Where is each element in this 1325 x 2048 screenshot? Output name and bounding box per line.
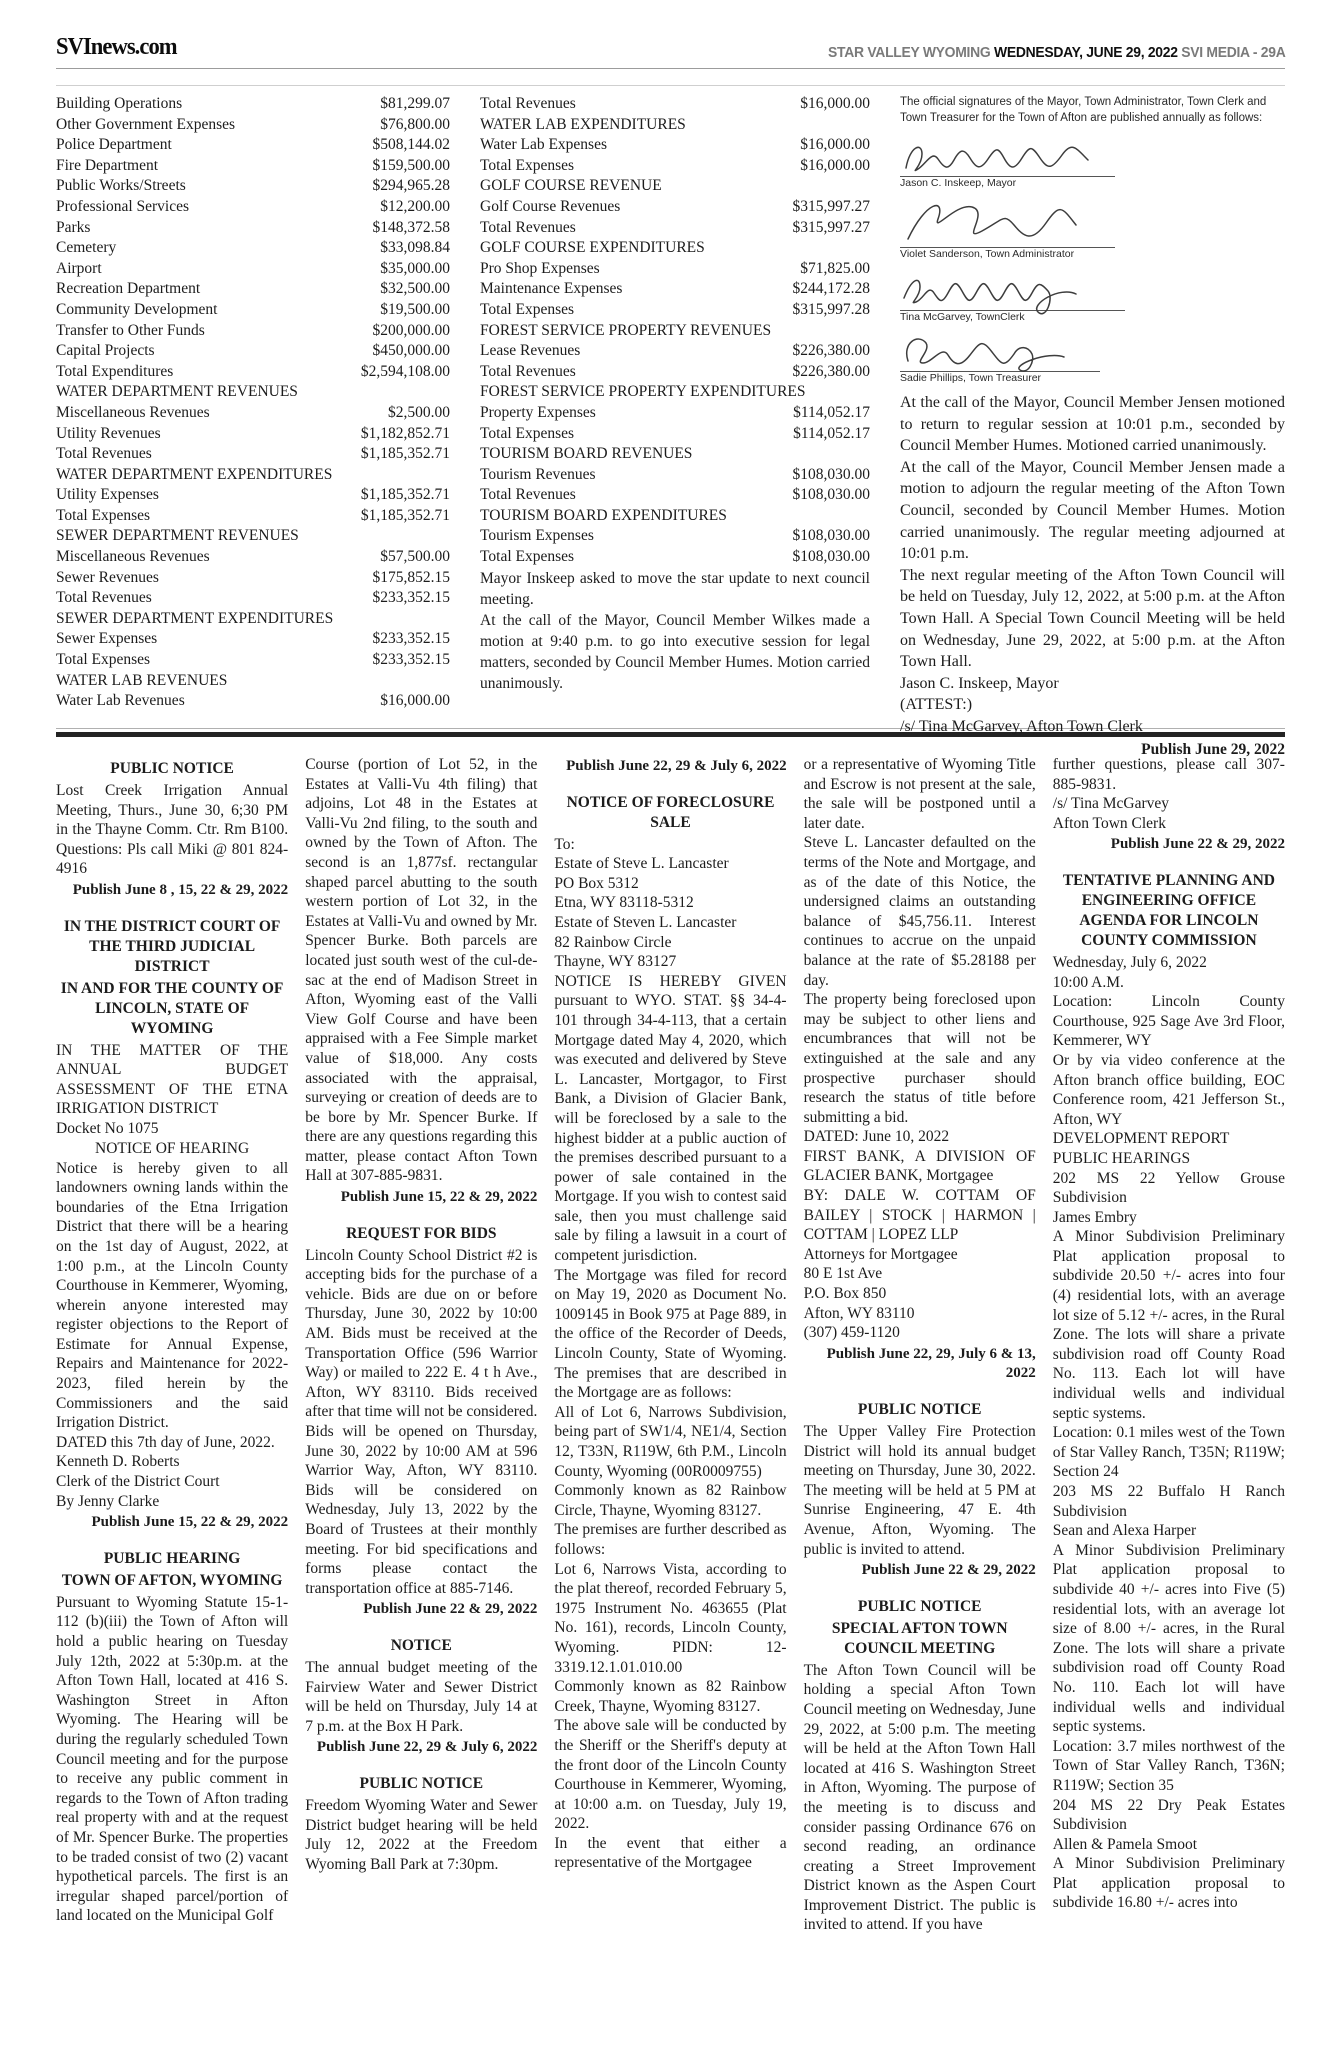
notice-line: Clerk of the District Court (56, 1473, 220, 1491)
budget-row (480, 300, 870, 321)
signatures-block (900, 138, 1285, 385)
budget-section-heading: SEWER DEPARTMENT EXPENDITURES (56, 609, 334, 627)
budget-row-amount: $32,500.00 (380, 280, 450, 298)
budget-row-label: Professional Services (56, 197, 190, 215)
council-minutes-line: /s/ Tina McGarvey, Afton Town Clerk (900, 717, 1143, 735)
budget-row (480, 362, 870, 383)
notice-line: DATED: June 10, 2022 (803, 1128, 950, 1146)
notice-publish-date: Publish June 15, 22 & 29, 2022 (91, 1514, 289, 1531)
budget-row (480, 485, 870, 506)
budget-row-amount: $12,200.00 (380, 197, 450, 215)
budget-row (56, 156, 450, 177)
budget-row (480, 341, 870, 362)
budget-row-label: Cemetery (56, 239, 117, 257)
budget-row (56, 629, 450, 650)
budget-row (480, 424, 870, 445)
budget-row (56, 115, 450, 136)
notice-paragraph: or a representative of Wyoming Title and Escrow is not present at the sale, the sale will be postponed until a later date. (803, 756, 1036, 832)
budget-row-amount: $57,500.00 (380, 548, 450, 566)
notice-paragraph: Lost Creek Irrigation Annual Meeting, Thurs., June 30, 6;30 PM in the Thayne Comm. Ctr. Rm B100. Questions: Pls call Miki @ 801 824-4916 (56, 782, 289, 878)
masthead-date: WEDNESDAY, JUNE 29, 2022 (993, 45, 1178, 61)
budget-row-amount: $2,594,108.00 (360, 362, 450, 380)
notice-heading: SPECIAL AFTON TOWN COUNCIL MEETING (831, 1619, 1008, 1657)
signature-block (900, 197, 1285, 261)
notice-line: To: (554, 835, 575, 853)
budget-row-label: Capital Projects (56, 342, 155, 360)
budget-row-amount: $81,299.07 (380, 95, 450, 112)
budget-row-amount: $2,500.00 (388, 403, 450, 421)
notice-paragraph: further questions, please call 307-885-9831. (1052, 756, 1285, 793)
budget-row (56, 341, 450, 362)
budget-row-label: Golf Course Revenues (480, 197, 621, 215)
budget-row (56, 300, 450, 321)
budget-row-label: Miscellaneous Revenues (56, 403, 210, 421)
budget-row-amount: $244,172.28 (792, 280, 870, 298)
notice-line: 10:00 A.M. (1052, 973, 1124, 991)
budget-row-amount: $114,052.17 (793, 403, 870, 421)
budget-row-amount: $108,030.00 (792, 548, 870, 566)
notice-paragraph: Pursuant to Wyoming Statute 15-1-112 (b)(iii) the Town of Afton will hold a public hearing on Tuesday July 12th, 2022 at 5:30p.m. at the Afton Town Hall, located at 416 S. Washington Street in Afton Wyoming. The Hearing will be during the regularly scheduled Town Council meeting and for the purpose to receive any public comment in regards to the Town of Afton trading real property with and at the request of Mr. Spencer Burke. The properties to be traded consist of two (2) vacant hypothetical parcels. The first is an irregular shaped parcel/portion of land located on the Municipal Golf (56, 1593, 289, 1925)
masthead-page-number: SVI MEDIA - 29A (1180, 45, 1285, 61)
notice-paragraph: Freedom Wyoming Water and Sewer District budget hearing will be held July 12, 2022 at the Freedom Wyoming Ball Park at 7:30pm. (305, 1796, 538, 1873)
notice-line: /s/ Tina McGarvey (1052, 795, 1170, 813)
budget-row-amount: $226,380.00 (792, 362, 870, 380)
budget-row-amount: $450,000.00 (372, 342, 450, 360)
budget-summary-section (56, 85, 1285, 758)
budget-row-amount: $16,000.00 (380, 692, 450, 710)
budget-row-label: Tourism Expenses (480, 527, 594, 545)
notice-paragraph: A Minor Subdivision Preliminary Plat application proposal to subdivide 40 +/- acres into Five (5) residential lots, with an average lot size of 8.00 +/- acres, in the Rural Zone. The lots will share a private subdivision road off County Road No. 110. Each lot will have individual wells and individual septic systems. (1052, 1541, 1285, 1736)
budget-column-2-minutes (480, 568, 870, 694)
budget-row (56, 547, 450, 568)
budget-row (480, 135, 870, 156)
notice-line: Attorneys for Mortgagee (803, 1245, 958, 1263)
notice-heading: NOTICE (390, 1636, 452, 1654)
budget-row-label: Sewer Expenses (56, 630, 158, 648)
budget-row (56, 403, 450, 424)
budget-row-amount: $76,800.00 (380, 115, 450, 133)
notice-paragraph: FIRST BANK, A DIVISION OF GLACIER BANK, Mortgagee (803, 1147, 1036, 1185)
budget-row-label: Property Expenses (480, 403, 596, 421)
notice-line: P.O. Box 850 (803, 1285, 887, 1303)
notice-heading: TOWN OF AFTON, WYOMING (61, 1571, 283, 1589)
council-minutes-line: Jason C. Inskeep, Mayor (900, 674, 1059, 692)
budget-section-heading: WATER DEPARTMENT REVENUES (56, 383, 298, 401)
handwritten-signature (900, 138, 1115, 177)
budget-row-label: Lease Revenues (480, 342, 581, 360)
notice-line: 82 Rainbow Circle (554, 933, 672, 951)
signature-block (900, 331, 1285, 385)
budget-row-label: Recreation Department (56, 280, 201, 298)
budget-row-label: Total Revenues (480, 218, 576, 236)
notices-column-2 (305, 755, 537, 2047)
notice-line: Thayne, WY 83127 (554, 953, 677, 971)
budget-row-label: Total Revenues (56, 445, 152, 463)
budget-row-amount: $108,030.00 (792, 486, 870, 504)
budget-row-label: Total Expenses (480, 300, 575, 318)
budget-row (480, 156, 870, 177)
signature-block (900, 138, 1285, 190)
budget-row (56, 238, 450, 259)
budget-row-amount: $226,380.00 (792, 342, 870, 360)
notice-heading: IN AND FOR THE COUNTY OF LINCOLN, STATE OF WYOMING (60, 979, 284, 1037)
budget-row-label: Utility Expenses (56, 486, 159, 504)
notice-heading: PUBLIC NOTICE (110, 760, 234, 777)
budget-row-label: Airport (56, 259, 102, 277)
budget-row (480, 403, 870, 424)
masthead-location: STAR VALLEY WYOMING (827, 45, 990, 61)
signature-caption: Tina McGarvey, TownClerk (900, 311, 1025, 323)
budget-row (480, 279, 870, 300)
signature-caption: Sadie Phillips, Town Treasurer (900, 372, 1042, 384)
budget-row (56, 197, 450, 218)
budget-row-label: Maintenance Expenses (480, 280, 623, 298)
notices-column-5 (1053, 755, 1285, 2047)
notice-line: By Jenny Clarke (56, 1492, 160, 1510)
budget-row-label: Total Expenditures (56, 362, 174, 380)
masthead-dateline (828, 45, 1285, 61)
notice-publish-date: Publish June 22 & 29, 2022 (363, 1601, 538, 1618)
notice-paragraph: 204 MS 22 Dry Peak Estates Subdivision (1052, 1796, 1285, 1834)
notice-line: Allen & Pamela Smoot (1052, 1835, 1198, 1853)
notice-paragraph: A Minor Subdivision Preliminary Plat application proposal to subdivide 20.50 +/- acres into four (4) residential lots, with an average lot size of 5.12 +/- acres, in the Rural Zone. The lots will share a private subdivision road off County Road No. 113. Each lot will have individual wells and individual septic systems. (1052, 1228, 1285, 1422)
budget-minutes-paragraph: At the call of the Mayor, Council Member Wilkes made a motion at 9:40 p.m. to go into executive session for legal matters, seconded by Council Member Humes. Motion carried unanimously. (480, 611, 870, 692)
budget-section-heading: WATER LAB EXPENDITURES (480, 115, 686, 133)
masthead-logo: SVInews.com (56, 34, 177, 60)
budget-row-amount: $114,052.17 (793, 424, 870, 442)
council-minutes-line: (ATTEST:) (900, 696, 973, 714)
notice-paragraph: 203 MS 22 Buffalo H Ranch Subdivision (1052, 1483, 1285, 1520)
notice-line: Docket No 1075 (56, 1119, 159, 1137)
budget-row-label: Total Revenues (480, 486, 576, 504)
notice-heading: PUBLIC NOTICE (857, 1401, 982, 1418)
notice-paragraph: Location: Lincoln County Courthouse, 925 Sage Ave 3rd Floor, Kemmerer, WY (1052, 993, 1285, 1050)
budget-row-amount: $1,185,352.71 (360, 445, 450, 463)
notice-line: Sean and Alexa Harper (1052, 1522, 1197, 1540)
budget-row (56, 218, 450, 239)
budget-row (56, 485, 450, 506)
budget-row-amount: $159,500.00 (372, 156, 450, 174)
budget-row (56, 259, 450, 280)
budget-row (480, 218, 870, 239)
notice-paragraph: The Mortgage was filed for record on May 19, 2020 as Document No. 1009145 in Book 975 at Page 889, in the office of the Recorder of Deeds, Lincoln County, State of Wyoming. The premises that are described in the Mortgage are as follows: (554, 1266, 787, 1402)
budget-row-amount: $16,000.00 (800, 156, 870, 174)
notice-subheading: NOTICE OF HEARING (95, 1139, 250, 1157)
notice-heading: PUBLIC NOTICE (857, 1597, 982, 1615)
budget-row-amount: $233,352.15 (372, 589, 450, 607)
notice-publish-date: Publish June 22, 29 & July 6, 2022 (316, 1739, 538, 1756)
notice-heading: TENTATIVE PLANNING AND ENGINEERING OFFICE AGENDA FOR LINCOLN COUNTY COMMISSION (1062, 871, 1275, 949)
budget-row (480, 259, 870, 280)
budget-row (56, 176, 450, 197)
council-minutes-paragraphs (900, 392, 1285, 673)
council-minutes-paragraph: The next regular meeting of the Afton Town Council will be held on Tuesday, July 12, 2022, at 5:00 p.m. at the Afton Town Hall. A Special Town Council Meeting will be held on Wednesday, June 29, 2022, at 5:00 p.m. at the Afton Town Hall. (900, 566, 1285, 671)
council-minutes-paragraph: At the call of the Mayor, Council Member Jensen motioned to return to regular session at 10:01 p.m., seconded by Council Member Humes. Motioned carried unanimously. (900, 394, 1285, 455)
budget-section-heading: WATER DEPARTMENT EXPENDITURES (56, 465, 333, 483)
budget-row-label: Total Expenses (56, 651, 151, 669)
handwritten-signature (900, 197, 1115, 248)
notice-line: Afton Town Clerk (1052, 814, 1166, 832)
budget-row-label: Total Expenses (56, 506, 151, 524)
notices-column-3 (554, 755, 786, 2047)
notice-publish-date: Publish June 22, 29, July 6 & 13, 2022 (826, 1345, 1036, 1382)
council-minutes-paragraph: At the call of the Mayor, Council Member Jensen made a motion to adjourn the regular meeting of the Afton Town Council, seconded by Council Member Humes. Motion carried unanimously. The regular meeting adjourned at 10:01 p.m. (900, 458, 1285, 563)
budget-section-heading: TOURISM BOARD REVENUES (480, 445, 693, 463)
notice-line: DATED this 7th day of June, 2022. (56, 1433, 275, 1451)
budget-section-heading: GOLF COURSE EXPENDITURES (480, 239, 705, 257)
notice-paragraph: Location: 0.1 miles west of the Town of Star Valley Ranch, T35N; R119W; Section 24 (1052, 1424, 1285, 1481)
budget-row-label: Tourism Revenues (480, 465, 596, 483)
budget-column-2 (480, 94, 870, 759)
budget-row (480, 465, 870, 486)
notice-heading: REQUEST FOR BIDS (346, 1224, 497, 1242)
budget-row (480, 547, 870, 568)
budget-row-label: Total Revenues (480, 362, 576, 380)
budget-row-amount: $16,000.00 (800, 136, 870, 154)
notice-heading: NOTICE OF FORECLOSURE SALE (566, 793, 775, 831)
budget-row-label: Parks (56, 218, 91, 236)
budget-row-amount: $315,997.28 (792, 300, 870, 318)
budget-section-heading: FOREST SERVICE PROPERTY REVENUES (480, 321, 772, 339)
budget-row-label: Water Lab Revenues (56, 692, 185, 710)
budget-row (480, 94, 870, 115)
notice-line: Afton, WY 83110 (803, 1304, 915, 1322)
budget-row (56, 568, 450, 589)
notice-paragraph: Commonly known as 82 Rainbow Circle, Thayne, Wyoming 83127. (554, 1482, 787, 1519)
budget-row-amount: $508,144.02 (372, 136, 450, 154)
signature-caption: Violet Sanderson, Town Administrator (900, 248, 1075, 260)
budget-row-label: Total Expenses (480, 156, 575, 174)
budget-row-label: Total Revenues (56, 589, 152, 607)
budget-row (56, 506, 450, 527)
budget-row-label: Sewer Revenues (56, 568, 159, 586)
notice-paragraph: Course (portion of Lot 52, in the Estates at Valli-Vu 4th filing) that adjoins, Lot 48 in the Estates at Valli-Vu 2nd filing, to the south and owned by the Town of Afton. The second is an 1,877sf. rectangular shaped parcel abutting to the south western portion of Lot 32, in the Estates at Valli-Vu and owned by Mr. Spencer Burke. Both parcels are located just south west of the cul-de-sac at the end of Madison Street in Afton, Wyoming east of the Valli View Golf Course and have been appraised with a Fee Simple market value of $18,000. Any costs associated with the appraisal, surveying or creation of deeds are to be bore by Mr. Spencer Burke. If there are any questions regarding this matter, please contact Afton Town Hall at 307-885-9831. (305, 756, 538, 1185)
notice-paragraph: BY: DALE W. COTTAM OF BAILEY | STOCK | HARMON | COTTAM | LOPEZ LLP (803, 1187, 1036, 1244)
notice-line: 80 E 1st Ave (803, 1265, 883, 1283)
budget-row (56, 94, 450, 115)
budget-row-amount: $19,500.00 (380, 300, 450, 318)
budget-row-label: Total Revenues (480, 95, 576, 112)
signature-block (900, 268, 1285, 324)
budget-row-label: Police Department (56, 136, 172, 154)
budget-row (56, 424, 450, 445)
budget-row (56, 321, 450, 342)
budget-row (56, 362, 450, 383)
budget-row-amount: $233,352.15 (372, 630, 450, 648)
notice-paragraph: 202 MS 22 Yellow Grouse Subdivision (1052, 1169, 1285, 1207)
notice-publish-date: Publish June 22 & 29, 2022 (861, 1562, 1036, 1579)
notice-line: Wednesday, July 6, 2022 (1052, 953, 1207, 971)
notice-publish-date: Publish June 22, 29 & July 6, 2022 (566, 758, 787, 774)
budget-column-3 (900, 94, 1285, 759)
notice-line: (307) 459-1120 (803, 1324, 900, 1342)
budget-row-label: Total Expenses (480, 424, 575, 442)
budget-row (56, 588, 450, 609)
budget-row-label: Pro Shop Expenses (480, 259, 600, 277)
budget-row-label: Other Government Expenses (56, 115, 236, 133)
budget-row-amount: $1,185,352.71 (360, 506, 450, 524)
budget-row (56, 650, 450, 671)
budget-row-amount: $33,098.84 (380, 239, 450, 257)
notice-paragraph: Lot 6, Narrows Vista, according to the plat thereof, recorded February 5, 1975 Instrument No. 463655 (Plat No. 161), records, Lincoln County, Wyoming. PIDN: 12-3319.12.1.01.010.00 (554, 1560, 787, 1676)
budget-row (480, 526, 870, 547)
budget-row-label: Utility Revenues (56, 424, 161, 442)
notice-paragraph: IN THE MATTER OF THE ANNUAL BUDGET ASSESSMENT OF THE ETNA IRRIGATION DISTRICT (56, 1041, 289, 1118)
budget-row-amount: $108,030.00 (792, 465, 870, 483)
budget-row-amount: $35,000.00 (380, 259, 450, 277)
budget-row (56, 279, 450, 300)
budget-column-1 (56, 94, 450, 759)
notice-publish-date: Publish June 22 & 29, 2022 (1110, 836, 1285, 853)
budget-row-label: Community Development (56, 300, 218, 318)
signature-caption: Jason C. Inskeep, Mayor (900, 177, 1017, 189)
notice-paragraph: The Afton Town Council will be holding a special Afton Town Council meeting on Wednesday, June 29, 2022, at 5:00 p.m. The meeting will be held at the Afton Town Hall located at 416 S. Washington Street in Afton, Wyoming. The purpose of the meeting is to discuss and consider passing Ordinance 676 on second reading, an ordinance creating a Street Improvement District known as the Aspen Court Improvement District. The public is invited to attend. If you have (803, 1661, 1036, 1934)
budget-row-label: Water Lab Expenses (480, 136, 608, 154)
notice-paragraph: Steve L. Lancaster defaulted on the terms of the Note and Mortgage, and as of the date of this Notice, the undersigned claims an outstanding balance of $45,756.11. Interest continues to accrue on the unpaid balance at the rate of $5.28188 per day. (803, 834, 1036, 989)
budget-row (480, 197, 870, 218)
budget-section-heading: GOLF COURSE REVENUE (480, 177, 662, 195)
notices-column-4 (804, 755, 1036, 2047)
notice-line: PO Box 5312 (554, 874, 639, 892)
notice-paragraph: Notice is hereby given to all landowners owning lands within the boundaries of the Etna Irrigation District that there will be a hearing on the 1st day of August, 2022, at 1:00 p.m., at the Lincoln County Courthouse in Kemmerer, Wyoming, wherein anyone interested may register objections to the Report of Estimate for Annual Expense, Repairs and Maintenance for 2022-2023, filed herein by the Commissioners and the said Irrigation District. (56, 1159, 289, 1432)
budget-row-amount: $233,352.15 (372, 651, 450, 669)
budget-row-amount: $16,000.00 (800, 95, 870, 112)
budget-row-amount: $108,030.00 (792, 527, 870, 545)
budget-row-amount: $71,825.00 (800, 259, 870, 277)
notice-line: PUBLIC HEARINGS (1052, 1149, 1191, 1167)
budget-row-amount: $315,997.27 (792, 218, 870, 236)
notice-line: DEVELOPMENT REPORT (1052, 1130, 1230, 1148)
budget-row-amount: $1,185,352.71 (360, 486, 450, 504)
notice-paragraph: Commonly known as 82 Rainbow Creek, Thayne, Wyoming 83127. (554, 1678, 787, 1715)
notice-paragraph: The annual budget meeting of the Fairview Water and Sewer District will be held on Thursday, July 14 at 7 p.m. at the Box H Park. (305, 1658, 538, 1735)
masthead (56, 34, 1285, 69)
notice-heading: IN THE DISTRICT COURT OF THE THIRD JUDICIAL DISTRICT (63, 917, 281, 975)
budget-row-amount: $1,182,852.71 (360, 424, 450, 442)
budget-section-heading: TOURISM BOARD EXPENDITURES (480, 506, 727, 524)
budget-row-amount: $294,965.28 (372, 177, 450, 195)
handwritten-signature (900, 331, 1100, 372)
notice-line: Estate of Steven L. Lancaster (554, 913, 737, 931)
budget-row-label: Public Works/Streets (56, 177, 186, 195)
notice-line: Kenneth D. Roberts (56, 1453, 180, 1471)
notice-publish-date: Publish June 8 , 15, 22 & 29, 2022 (72, 881, 289, 898)
notice-heading: PUBLIC NOTICE (359, 1774, 484, 1792)
budget-section-heading: WATER LAB REVENUES (56, 671, 228, 689)
notice-paragraph: The Upper Valley Fire Protection District will hold its annual budget meeting on Thursday, June 30, 2022. The meeting will be held at 5 PM at Sunrise Engineering, 47 E. 4th Avenue, Afton, Wyoming. The public is invited to attend. (803, 1423, 1036, 1558)
notice-paragraph: The premises are further described as follows: (554, 1521, 787, 1558)
public-notices-section (56, 755, 1285, 2047)
signatures-intro-text: The official signatures of the Mayor, Town Administrator, Town Clerk and Town Treasurer for the Town of Afton are published annually as follows: (900, 96, 1267, 124)
notice-paragraph: The property being foreclosed upon may be subject to other liens and encumbrances that will not be extinguished at the sale and any prospective purchaser should research the status of title before submitting a bid. (803, 991, 1036, 1126)
budget-section-heading: FOREST SERVICE PROPERTY EXPENDITURES (480, 383, 806, 401)
notice-publish-date: Publish June 15, 22 & 29, 2022 (340, 1189, 538, 1206)
budget-row-label: Transfer to Other Funds (56, 321, 205, 339)
budget-row-label: Fire Department (56, 156, 159, 174)
notice-paragraph: Or by via video conference at the Afton branch office building, EOC Conference room, 421 Jefferson St., Afton, WY (1052, 1051, 1285, 1128)
notices-column-1 (56, 755, 288, 2047)
budget-row (56, 691, 450, 712)
handwritten-signature (900, 268, 1125, 311)
notice-line: Etna, WY 83118-5312 (554, 894, 694, 912)
notice-line: James Embry (1052, 1208, 1137, 1226)
budget-publish-date: Publish June 29, 2022 (1141, 740, 1285, 758)
notice-paragraph: In the event that either a representative of the Mortgagee (554, 1834, 787, 1872)
budget-section-heading: SEWER DEPARTMENT REVENUES (56, 527, 299, 545)
budget-row (56, 444, 450, 465)
notice-paragraph: The above sale will be conducted by the Sheriff or the Sheriff's deputy at the front door of the Lincoln County Courthouse in Kemmerer, Wyoming, at 10:00 a.m. on Tuesday, July 19, 2022. (554, 1717, 787, 1833)
budget-row-amount: $200,000.00 (372, 321, 450, 339)
budget-row-label: Building Operations (56, 95, 183, 112)
budget-minutes-paragraph: Mayor Inskeep asked to move the star update to next council meeting. (480, 569, 870, 608)
budget-row (56, 135, 450, 156)
budget-column-2-rows (480, 94, 870, 568)
budget-row-amount: $175,852.15 (372, 568, 450, 586)
notice-paragraph: Lincoln County School District #2 is accepting bids for the purchase of a vehicle. Bids are due on or before Thursday, June 30, 2022 by 10:00 AM. Bids must be received at the Transportation Office (596 Warrior Way) or mailed to 222 E. 4 t h Ave., Afton, WY 83110. Bids received after that time will not be considered. Bids will be opened on Thursday, June 30, 2022 by 10:00 AM at 596 Warrior Way, Afton, WY 83110. Bids will be considered on Wednesday, July 13, 2022 by the Board of Trustees at their monthly meeting. For bid specifications and forms please contact the transportation office at 885-7146. (305, 1246, 538, 1597)
budget-row-amount: $315,997.27 (792, 197, 870, 215)
notice-heading: PUBLIC HEARING (103, 1549, 241, 1567)
council-minutes-attest-lines (900, 673, 1285, 738)
notice-paragraph: Location: 3.7 miles northwest of the Town of Star Valley Ranch, T36N; R119W; Section 35 (1052, 1737, 1285, 1794)
notice-line: Estate of Steve L. Lancaster (554, 855, 729, 873)
budget-row-label: Total Expenses (480, 548, 575, 566)
notice-paragraph: NOTICE IS HEREBY GIVEN pursuant to WYO. STAT. §§ 34-4-101 through 34-4-113, that a certain Mortgage dated May 4, 2020, which was executed and delivered by Steve L. Lancaster, Mortgagor, to First Bank, a Division of Glacier Bank, will be foreclosed by a sale to the highest bidder at a public auction of the premises described pursuant to a power of sale contained in the Mortgage. If you wish to contest said sale, then you must challenge said sale by filing a lawsuit in a court of competent jurisdiction. (554, 972, 787, 1265)
notice-paragraph: A Minor Subdivision Preliminary Plat application proposal to subdivide 16.80 +/- acres into (1052, 1855, 1285, 1912)
notice-paragraph: All of Lot 6, Narrows Subdivision, being part of SW1/4, NE1/4, Section 12, T33N, R119W, 6th P.M., Lincoln County, Wyoming (00R0009755) (554, 1403, 787, 1480)
budget-row-amount: $148,372.58 (372, 218, 450, 236)
budget-row-label: Miscellaneous Revenues (56, 548, 210, 566)
